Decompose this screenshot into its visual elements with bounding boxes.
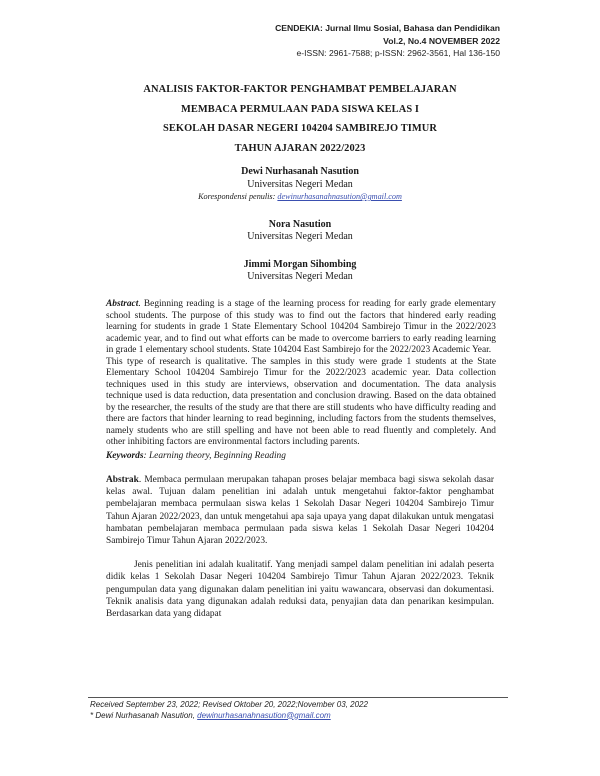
abstrak-paragraph-2: Jenis penelitian ini adalah kualitatif. Yang menjadi sampel dalam penelitian ini adalah peserta didik kelas 1 Sekolah Dasar Negeri 104204 Sambirejo Timur Tahun Ajaran 2022/2023. Teknik pengumpulan data yang digunakan dalam penelitian ini yaitu wawancara, observasi dan dokumentasi. Teknik analisis data yang digunakan adalah reduksi data, penyajian data dan penarikan kesimpulan. Berdasarkan data yang didapat (106, 560, 494, 620)
author-2 (100, 219, 500, 244)
corresponding-email-link[interactable]: dewinurhasanahnasution@gmail.com (277, 192, 402, 201)
keywords-label: Keywords (106, 451, 144, 461)
journal-header (275, 22, 500, 60)
abstract-paragraph-2: This type of research is qualitative. The samples in this study were grade 1 students at the State Elementary School 104204 Sambirejo Timur for the 2022/2023 academic year. Data collection techniques used in this study are interviews, observation and documentation. The data analysis technique used is data reduction, data presentation and conclusion drawing. Based on the data obtained by the researcher, the results of the study are that there are still students who have difficulty reading and there are factors that hinder learning to read beginning, including factors from the students themselves, namely students who are still spelling and have not been able to read fluently and completely. And other inhibiting factors are environmental factors including parents. (106, 356, 496, 447)
author-name: Jimmi Morgan Sihombing (243, 258, 357, 270)
keywords-text: : Learning theory, Beginning Reading (143, 451, 286, 461)
journal-issn: e-ISSN: 2961-7588; p-ISSN: 2962-3561, Hal 136-150 (296, 48, 500, 58)
footer-author-note (90, 711, 368, 722)
author-name: Dewi Nurhasanah Nasution (241, 166, 359, 177)
abstract-label: Abstract (106, 299, 139, 309)
author-1 (100, 166, 500, 204)
abstract-english (106, 299, 496, 449)
abstrak-text-1: . Membaca permulaan merupakan tahapan proses belajar membaca bagi siswa sekolah dasar kelas awal. Tujuan dalam penelitian ini adalah untuk mengetahui faktor-faktor penghambat pembelajaran membaca permulaan siswa kelas 1 Sekolah Dasar Negeri 104204 Sambirejo Timur Tahun Ajaran 2022/2023, dan untuk mengetahui apa saja upaya yang dapat dilakukan untuk mengatasi hambatan pembelajaran membaca permulaan pada siswa kelas 1 Sekolah Dasar Negeri 104204 Sambirejo Timur Tahun Ajaran 2022/2023. (106, 475, 494, 547)
author-affiliation: Universitas Negeri Medan (247, 271, 353, 282)
abstract-paragraph-1 (106, 299, 496, 357)
paper-title (100, 80, 500, 158)
abstrak-paragraph-1 (106, 474, 494, 547)
abstrak-label: Abstrak (106, 475, 139, 485)
author-affiliation: Universitas Negeri Medan (247, 178, 353, 190)
keywords (106, 451, 496, 463)
abstract-indonesian (106, 474, 494, 620)
received-dates: Received September 23, 2022; Revised Oktober 20, 2022;November 03, 2022 (90, 700, 368, 709)
title-line-2: MEMBACA PERMULAAN PADA SISWA KELAS I (180, 103, 420, 115)
author-name: Nora Nasution (268, 218, 332, 230)
page-footer (90, 700, 368, 721)
footer-divider (88, 697, 508, 698)
abstract-text-1: . Beginning reading is a stage of the learning process for reading for early grade elementary school students. The purpose of this study was to find out the factors that hindered early reading learning for students in grade 1 State Elementary School 104204 Sambirejo Timur in the 2022/2023 academic year, and to find out what efforts can be made to overcome barriers to early reading learning in grade 1 elementary school students. State 104204 East Sambirejo for the 2022/2023 Academic Year. (106, 299, 496, 355)
author-3 (100, 259, 500, 284)
journal-volume: Vol.2, No.4 NOVEMBER 2022 (383, 35, 500, 46)
corresponding-label: Korespondensi penulis: (198, 192, 278, 201)
journal-name: CENDEKIA: Jurnal Ilmu Sosial, Bahasa dan Pendidikan (275, 23, 500, 33)
corresponding-author (100, 191, 500, 204)
title-line-4: TAHUN AJARAN 2022/2023 (234, 142, 366, 154)
title-line-1: ANALISIS FAKTOR-FAKTOR PENGHAMBAT PEMBELAJARAN (143, 84, 457, 95)
footer-author: * Dewi Nurhasanah Nasution, (90, 710, 198, 720)
footer-email-link[interactable]: dewinurhasanahnasution@gmail.com (197, 710, 331, 720)
title-line-3: SEKOLAH DASAR NEGERI 104204 SAMBIREJO TIMUR (162, 123, 437, 135)
author-list (100, 166, 500, 299)
author-affiliation: Universitas Negeri Medan (247, 231, 353, 242)
